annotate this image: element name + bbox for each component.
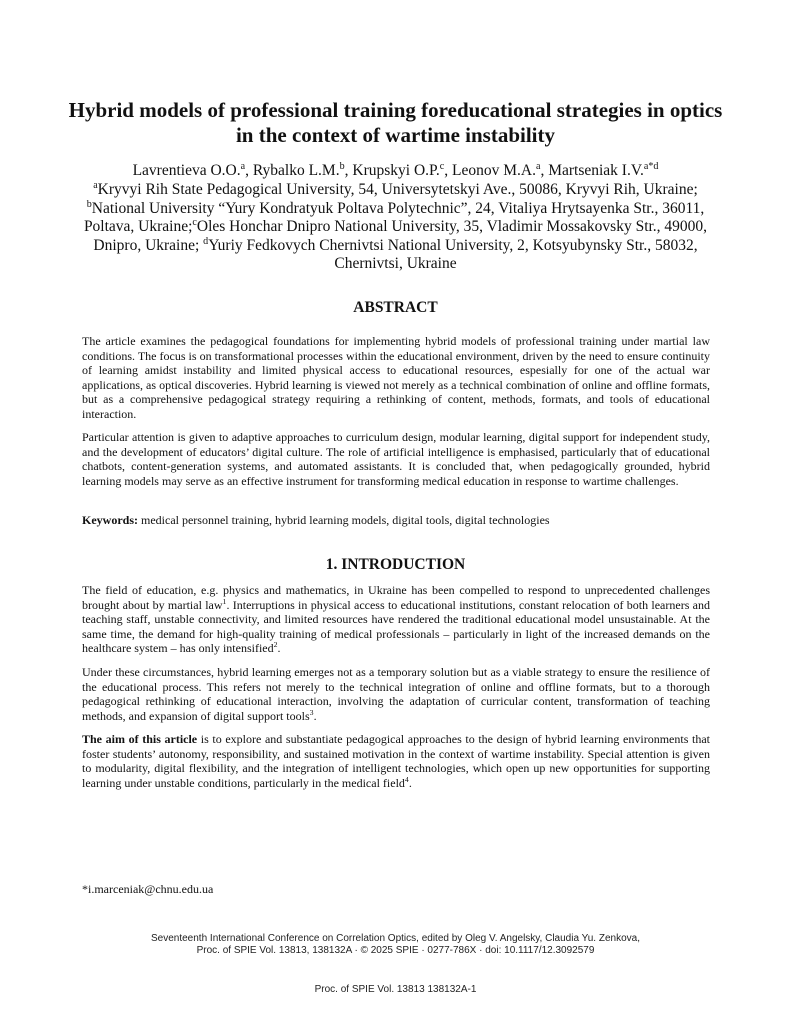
keywords-label: Keywords:: [82, 513, 138, 527]
abstract-paragraph-2: Particular attention is given to adaptive approaches to curriculum design, modular learning, digital support for independent study, and the development of educators’ digital culture. The role of artificial intelligence is emphasised, particularly that of educational chatbots, content-generation systems, and automated assistants. It is concluded that, when pedagogically grounded, hybrid learning models may serve as an effective instrument for transforming medical education in response to wartime challenges.: [82, 430, 710, 488]
citation-ref: 1: [222, 596, 227, 606]
page-number: Proc. of SPIE Vol. 13813 138132A-1: [314, 984, 477, 995]
author-name: Rybalko L.M.: [252, 162, 340, 179]
author-mark: a*d: [643, 160, 659, 172]
affiliation-text: Oles Honchar Dnipro National University, 35, Vladimir Mossakovsky Str., 49000, Dnipro, Ukraine;: [93, 218, 708, 254]
affiliation-mark: c: [192, 216, 197, 228]
abstract-paragraph-1: The article examines the pedagogical foundations for implementing hybrid models of professional training under martial law conditions. The focus is on transformational processes within the educational environment, driven by the need to ensure continuity of learning amidst instability and limited physical access to educational resources, espesially for one of the actual war applications, as optical discoveries. Hybrid learning is viewed not merely as a technical combination of online and offline formats, but as a comprehensive pedagogical strategy requiring a rethinking of content, methods, formats, and tools of educational interaction.: [82, 334, 710, 421]
citation-ref: 3: [309, 707, 314, 717]
author-mark: a: [240, 160, 246, 172]
conference-line-1: Seventeenth International Conference on Correlation Optics, edited by Oleg V. Angelsky, Claudia Yu. Zenkova,: [150, 933, 640, 944]
author-list: Lavrentieva O.O.$^a$, Rybalko L.M.$^b$, Krupskyi O.P.$^c$, Leonov M.A.$^a$, Martseniak I.V.$^{a*d}$: [132, 160, 659, 179]
conference-citation: [60, 933, 731, 956]
affiliation-mark: d: [203, 235, 209, 247]
citation-ref: 2: [273, 640, 278, 650]
author-mark: a: [535, 160, 541, 172]
affiliation-text: National University “Yury Kondratyuk Poltava Polytechnic”, 24, Vitaliya Hrytsayenka Str., 36011, Poltava, Ukraine;: [83, 199, 705, 235]
introduction-paragraph-2: [82, 665, 710, 723]
affiliation-text: Yuriy Fedkovych Chernivtsi National University, 2, Kotsyubynsky Str., 58032, Chernivtsi, Ukraine: [208, 236, 698, 272]
author-name: Leonov M.A.: [452, 162, 536, 179]
abstract-heading: ABSTRACT: [353, 299, 438, 316]
text-run: Under these circumstances, hybrid learning emerges not as a temporary solution but as a viable strategy to ensure the resilience of the educational process. This refers not merely to the technical integration of online and offline formats, but to a thorough pedagogical rethinking of educational interaction, involving the adaptation of curricular content, transformation of teaching methods, and expansion of digital support tools: [82, 665, 710, 723]
author-name: Martseniak I.V.: [548, 162, 644, 179]
author-name: Krupskyi O.P.: [352, 162, 440, 179]
text-run: . Interruptions in physical access to educational institutions, constant relocation of both learners and teaching staff, unstable connectivity, and limited resources have rendered the traditional educational model unsustainable. At the same time, the demand for high-quality training of medical professionals – particularly in light of the increased demands on the healthcare system – has only intensified: [82, 597, 710, 656]
affiliation-text: Kryvyi Rih State Pedagogical University, 54, Universytetskyi Ave., 50086, Kryvyi Rih, Ukraine;: [97, 181, 698, 198]
introduction-paragraph-1: [82, 583, 710, 656]
keywords-text: medical personnel training, hybrid learning models, digital tools, digital technologies: [138, 513, 550, 527]
introduction-paragraph-3: [82, 732, 710, 790]
corresponding-author-email: *i.marceniak@chnu.edu.ua: [82, 882, 214, 896]
keywords: [82, 513, 710, 528]
text-run: is to explore and substantiate pedagogical approaches to the design of hybrid learning environments that foster students’ autonomy, responsibility, and sustained motivation in the context of wartime instability. Special attention is given to modularity, digital flexibility, and the integration of intelligent technologies, which open up new opportunities for supporting learning under unstable conditions, particularly in the medical field: [82, 732, 710, 790]
affiliations: [70, 181, 721, 274]
text-run: The field of education, e.g. physics and mathematics, in Ukraine has been compelled to respond to unprecedented challenges brought about by martial law: [82, 583, 710, 612]
affiliation-mark: b: [86, 198, 92, 210]
author-mark: c: [439, 160, 445, 172]
paper-title: Hybrid models of professional training foreducational strategies in optics in the context of wartime instability: [68, 98, 723, 147]
conference-line-2: Proc. of SPIE Vol. 13813, 138132A · © 2025 SPIE · 0277-786X · doi: 10.1117/12.3092579: [196, 944, 595, 956]
author-mark: b: [339, 160, 345, 172]
author-name: Lavrentieva O.O.: [132, 162, 241, 179]
citation-ref: 4: [404, 774, 409, 784]
affiliation-mark: a: [93, 179, 98, 191]
introduction-heading: 1. INTRODUCTION: [325, 556, 466, 573]
text-run: .: [313, 708, 317, 723]
text-run: .: [277, 641, 281, 656]
aim-label: The aim of this article: [82, 732, 198, 746]
text-run: .: [408, 775, 412, 790]
